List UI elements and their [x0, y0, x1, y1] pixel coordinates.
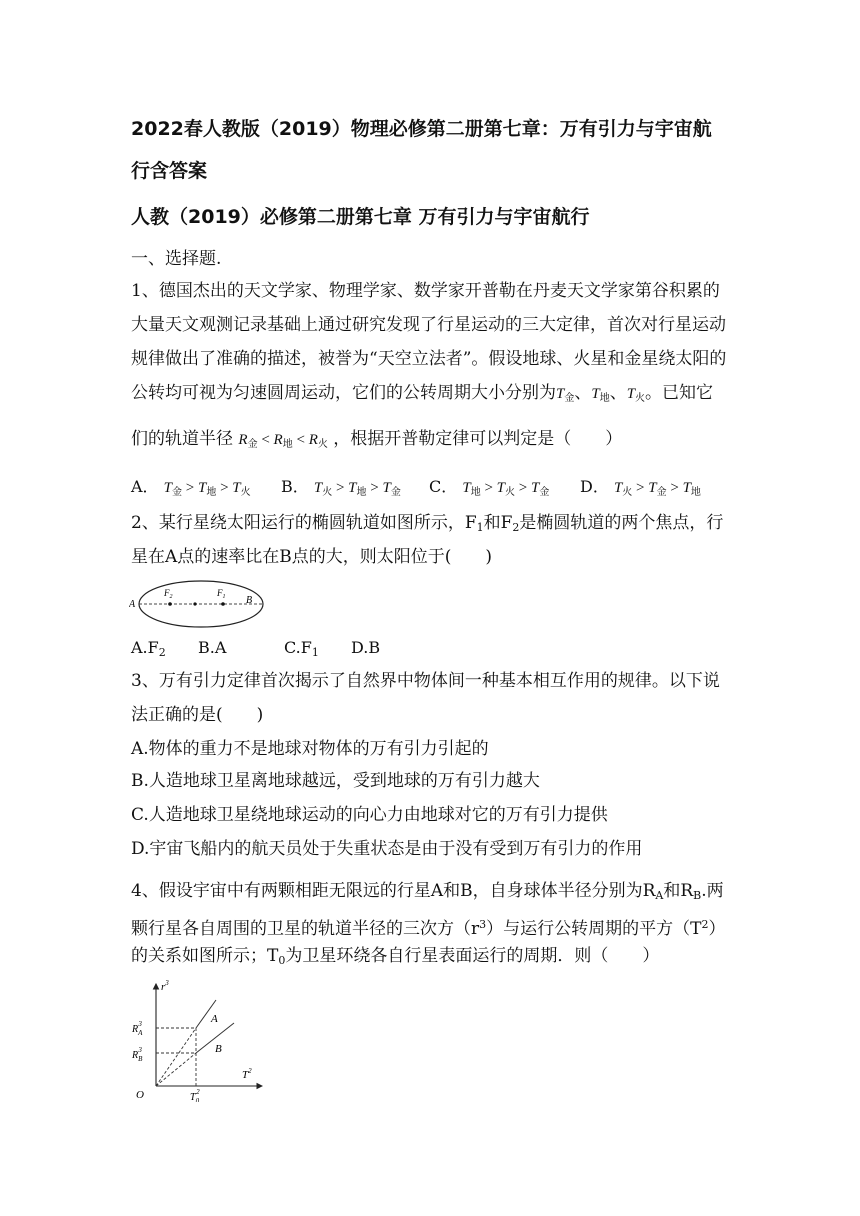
q3-option-d[interactable]: D.宇宙飞船内的航天员处于失重状态是由于没有受到万有引力的作用	[131, 839, 643, 859]
line-b-dashed	[156, 1053, 196, 1086]
q4-line-2: 颗行星各自周围的卫星的轨道半径的三次方$(r^3)$与运行公转周期的平方$(T^2)$	[131, 918, 726, 939]
doc-title-line-2: 行含答案	[131, 160, 208, 182]
q1-line-4: 公转均可视为匀速圆周运动，它们的公转周期大小分别为$T_金$、$T_地$、$T_火$。已知它	[131, 383, 714, 404]
q3-line-2: 法正确的是( )	[131, 705, 264, 725]
q2-option-d[interactable]: D.B	[351, 638, 381, 657]
t0-squared-label: $T_02$	[190, 1088, 200, 1102]
point-b-label: B	[246, 595, 253, 606]
radius-inequality: $R_金 < R_地 < R_火$	[238, 432, 328, 450]
q3-option-c[interactable]: C.人造地球卫星绕地球运动的向心力由地球对它的万有引力提供	[131, 805, 608, 825]
q1-line-3: 规律做出了准确的描述，被誉为“天空立法者”。假设地球、火星和金星绕太阳的	[131, 349, 727, 369]
q3-option-b[interactable]: B.人造地球卫星离地球越远，受到地球的万有引力越大	[131, 771, 540, 791]
section-heading: 一、选择题.	[131, 249, 222, 269]
q2-option-c[interactable]: $C.F_1$	[284, 638, 319, 659]
y-axis-label: $r^3$	[161, 979, 169, 993]
q2-option-a[interactable]: $A.F_2$	[131, 638, 166, 659]
q3-option-a[interactable]: A.物体的重力不是地球对物体的万有引力引起的	[131, 739, 489, 759]
q4-line-3: 的关系如图所示；$T_0$为卫星环绕各自行星表面运行的周期．则（ ）	[131, 946, 660, 967]
q1-line-1: 1、德国杰出的天文学家、物理学家、数学家开普勒在丹麦天文学家第谷积累的	[131, 281, 720, 301]
period-mars: $T_火$	[626, 386, 646, 404]
focus-f1-label: $F_1$	[217, 588, 226, 600]
q3-line-1: 3、万有引力定律首次揭示了自然界中物体间一种基本相互作用的规律。以下说	[131, 671, 720, 691]
q1-option-a[interactable]: A． $T_金 > T_地 > T_火$	[131, 477, 251, 498]
q1-line-2: 大量天文观测记录基础上通过研究发现了行星运动的三大定律，首次对行星运动	[131, 315, 726, 335]
point-a-label: A	[129, 599, 136, 610]
rb-cubed-label: $R_B3$	[132, 1046, 143, 1063]
q2-line-2: 星在A点的速率比在B点的大，则太阳位于( )	[131, 547, 493, 567]
q1-option-b[interactable]: B． $T_火 > T_地 > T_金$	[281, 477, 401, 498]
orbit-ellipse-figure	[129, 576, 269, 632]
x-axis-label: $T^2$	[242, 1067, 252, 1081]
line-a-dashed	[156, 1028, 196, 1086]
period-venus: $T_金$	[556, 386, 575, 404]
doc-title-line-1: 2022春人教版（2019）物理必修第二册第七章：万有引力与宇宙航	[131, 118, 712, 140]
doc-subtitle: 人教（2019）必修第二册第七章 万有引力与宇宙航行	[131, 206, 590, 228]
center-dot	[193, 602, 196, 605]
q1-line-4-text: 公转均可视为匀速圆周运动，它们的公转周期大小分别为	[131, 383, 556, 403]
q2-line-1: 2、某行星绕太阳运行的椭圆轨道如图所示，$F_1$和$F_2$是椭圆轨道的两个焦点，行	[131, 513, 724, 534]
line-a-label: A	[211, 1013, 218, 1025]
ra-cubed-label: $R_A3$	[132, 1020, 143, 1037]
q2-option-b[interactable]: B.A	[198, 638, 227, 657]
r3-t2-graph	[128, 978, 268, 1102]
focus-f2-label: $F_2$	[164, 588, 173, 600]
line-b-label: B	[215, 1043, 222, 1055]
q1-option-c[interactable]: C． $T_地 > T_火 > T_金$	[429, 477, 550, 498]
focus-f2-dot	[168, 602, 172, 606]
focus-f1-dot	[221, 602, 225, 606]
q1-line-4-suffix: 。已知它	[645, 383, 714, 403]
origin-label: O	[136, 1089, 144, 1101]
period-earth: $T_地$	[591, 386, 610, 404]
q1-option-d[interactable]: D． $T_火 > T_金 > T_地$	[580, 477, 701, 498]
q4-line-1: 4、假设宇宙中有两颗相距无限远的行星A和B，自身球体半径分别为$R_A$和$R_B$.两	[131, 881, 724, 902]
q1-line-5: 们的轨道半径 $R_金 < R_地 < R_火$ ，根据开普勒定律可以判定是（ ）	[131, 429, 623, 450]
